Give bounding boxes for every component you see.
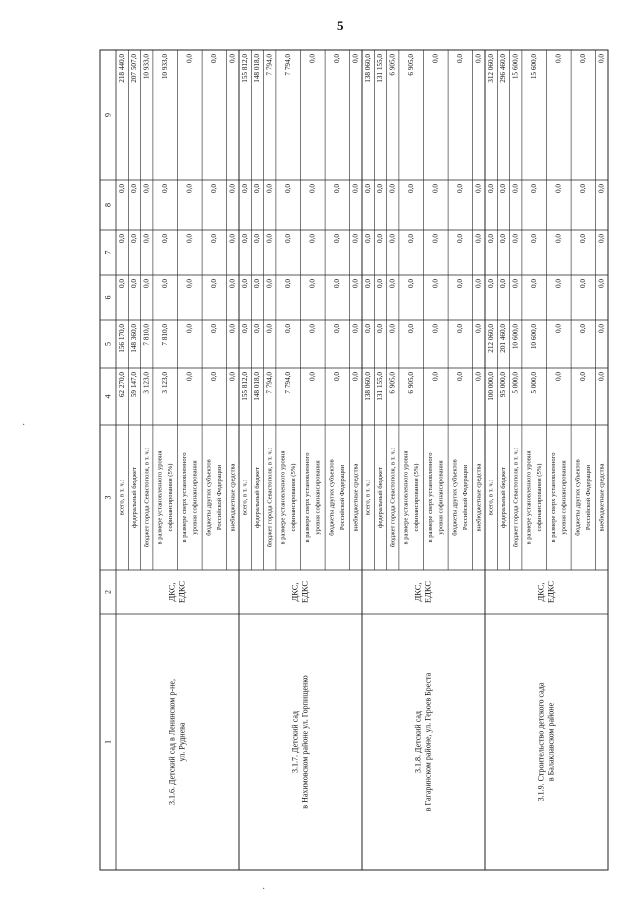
amount-cell: 148 360,0 xyxy=(130,324,139,353)
amount-cell: 0,0 xyxy=(456,324,465,333)
executor-label: ЕДКС xyxy=(299,580,310,604)
amount-cell: 0,0 xyxy=(363,184,372,193)
amount-cell: 0,0 xyxy=(363,324,372,333)
amount-cell: 0,0 xyxy=(486,234,495,243)
block-name-line: ул. Руднева xyxy=(177,722,187,762)
amount-cell: 0,0 xyxy=(376,234,385,243)
amount-cell: 0,0 xyxy=(265,324,274,333)
amount-cell: 0,0 xyxy=(456,54,465,63)
amount-cell: 0,0 xyxy=(597,184,606,193)
amount-cell: 62 270,0 xyxy=(117,372,126,398)
amount-cell: 0,0 xyxy=(228,184,237,193)
amount-cell: 0,0 xyxy=(554,54,563,63)
amount-cell: 15 600,0 xyxy=(511,54,520,80)
amount-cell: 0,0 xyxy=(456,184,465,193)
amount-cell: 5 000,0 xyxy=(529,372,538,394)
amount-cell: 0,0 xyxy=(185,234,194,243)
amount-cell: 0,0 xyxy=(283,234,292,243)
funding-source-label: уровня софинансирования xyxy=(560,460,568,535)
amount-cell: 0,0 xyxy=(431,324,440,333)
amount-cell: 0,0 xyxy=(431,279,440,288)
funding-source-label: Российской Федерации xyxy=(339,464,347,531)
amount-cell: 0,0 xyxy=(228,234,237,243)
amount-cell: 0,0 xyxy=(228,324,237,333)
amount-cell: 0,0 xyxy=(554,184,563,193)
amount-cell: 0,0 xyxy=(511,279,520,288)
amount-cell: 59 147,0 xyxy=(130,372,139,398)
amount-cell: 10 933,0 xyxy=(142,54,151,80)
amount-cell: 0,0 xyxy=(210,54,219,63)
amount-cell: 0,0 xyxy=(431,372,440,381)
funding-source-label: в размере установленного уровня xyxy=(525,450,533,545)
amount-cell: 0,0 xyxy=(474,324,483,333)
rotated-table xyxy=(100,50,608,870)
executor-label: ДКС, xyxy=(289,582,300,602)
funding-source-label: Российской Федерации xyxy=(585,464,593,531)
amount-cell: 0,0 xyxy=(130,234,139,243)
column-header-1: 1 xyxy=(103,740,113,744)
amount-cell: 201 460,0 xyxy=(499,324,508,353)
funding-source-label: всего, в т. ч.: xyxy=(118,479,126,516)
funding-source-label: внебюджетные средства xyxy=(229,463,237,532)
amount-cell: 0,0 xyxy=(210,372,219,381)
amount-cell: 212 060,0 xyxy=(486,324,495,353)
amount-cell: 155 812,0 xyxy=(240,54,249,83)
column-header-6: 6 xyxy=(103,295,113,300)
amount-cell: 10 933,0 xyxy=(160,54,169,80)
amount-cell: 0,0 xyxy=(579,234,588,243)
column-header-3: 3 xyxy=(103,495,113,500)
executor-label: ДКС, xyxy=(535,582,546,602)
amount-cell: 0,0 xyxy=(579,372,588,381)
amount-cell: 0,0 xyxy=(253,279,262,288)
block-name-line: в Балаклавском районе xyxy=(546,702,556,782)
column-header-8: 8 xyxy=(103,203,113,207)
scan-speck: · xyxy=(22,420,26,431)
amount-cell: 0,0 xyxy=(333,184,342,193)
amount-cell: 0,0 xyxy=(160,279,169,288)
block-name-line: в Гагаринском районе, ул. Героев Бреста xyxy=(423,672,433,812)
amount-cell: 6 905,0 xyxy=(406,54,415,76)
funding-source-label: всего, в т. ч.: xyxy=(364,479,372,516)
amount-cell: 0,0 xyxy=(228,279,237,288)
amount-cell: 0,0 xyxy=(228,372,237,381)
amount-cell: 0,0 xyxy=(308,324,317,333)
amount-cell: 0,0 xyxy=(406,279,415,288)
funding-source-label: федеральный бюджет xyxy=(253,467,261,528)
funding-source-label: бюджеты других субъектов xyxy=(574,459,582,536)
funding-source-label: в размере сверх установленного xyxy=(304,452,312,543)
amount-cell: 0,0 xyxy=(283,279,292,288)
block-name-line: 3.1.7. Детский сад xyxy=(290,711,300,773)
funding-source-label: в размере установленного уровня xyxy=(279,450,287,545)
amount-cell: 0,0 xyxy=(240,279,249,288)
amount-cell: 0,0 xyxy=(253,184,262,193)
funding-source-label: бюджет города Севастополя, в т. ч.: xyxy=(389,447,397,548)
amount-cell: 131 155,0 xyxy=(376,372,385,401)
scan-speck: · xyxy=(262,884,266,895)
amount-cell: 0,0 xyxy=(579,324,588,333)
funding-source-label: бюджет города Севастополя, в т. ч.: xyxy=(512,447,520,548)
amount-cell: 10 600,0 xyxy=(529,324,538,350)
amount-cell: 0,0 xyxy=(130,184,139,193)
amount-cell: 0,0 xyxy=(554,279,563,288)
funding-source-label: бюджеты других субъектов xyxy=(328,459,336,536)
amount-cell: 7 794,0 xyxy=(283,54,292,76)
amount-cell: 0,0 xyxy=(554,324,563,333)
funding-source-label: в размере установленного уровня xyxy=(156,450,164,545)
amount-cell: 7 794,0 xyxy=(283,372,292,394)
amount-cell: 0,0 xyxy=(499,184,508,193)
amount-cell: 7 810,0 xyxy=(142,324,151,346)
amount-cell: 0,0 xyxy=(474,372,483,381)
column-header-5: 5 xyxy=(103,342,113,346)
executor-label: ДКС, xyxy=(166,582,177,602)
executor-label: ЕДКС xyxy=(176,580,187,604)
amount-cell: 0,0 xyxy=(511,184,520,193)
amount-cell: 0,0 xyxy=(185,279,194,288)
amount-cell: 0,0 xyxy=(308,234,317,243)
amount-cell: 0,0 xyxy=(333,324,342,333)
block-name-line: 3.1.8. Детский сад xyxy=(413,711,423,773)
amount-cell: 0,0 xyxy=(406,324,415,333)
amount-cell: 3 123,0 xyxy=(160,372,169,394)
amount-cell: 0,0 xyxy=(333,54,342,63)
amount-cell: 148 018,0 xyxy=(253,372,262,401)
amount-cell: 0,0 xyxy=(333,279,342,288)
amount-cell: 0,0 xyxy=(597,324,606,333)
amount-cell: 0,0 xyxy=(117,279,126,288)
funding-source-label: софинансирования (5%) xyxy=(289,463,297,532)
page-number: 5 xyxy=(337,18,344,33)
amount-cell: 0,0 xyxy=(228,54,237,63)
amount-cell: 0,0 xyxy=(210,324,219,333)
funding-source-label: бюджет города Севастополя, в т. ч.: xyxy=(266,447,274,548)
amount-cell: 296 460,0 xyxy=(499,54,508,83)
amount-cell: 10 600,0 xyxy=(511,324,520,350)
column-header-4: 4 xyxy=(103,394,113,399)
amount-cell: 148 018,0 xyxy=(253,54,262,83)
funding-source-label: всего, в т. ч.: xyxy=(487,479,495,516)
amount-cell: 0,0 xyxy=(554,372,563,381)
amount-cell: 0,0 xyxy=(240,324,249,333)
amount-cell: 0,0 xyxy=(406,184,415,193)
funding-source-label: бюджеты других субъектов xyxy=(205,459,213,536)
amount-cell: 0,0 xyxy=(529,279,538,288)
amount-cell: 0,0 xyxy=(351,279,360,288)
amount-cell: 0,0 xyxy=(511,234,520,243)
amount-cell: 0,0 xyxy=(456,279,465,288)
funding-source-label: софинансирования (5%) xyxy=(535,463,543,532)
amount-cell: 0,0 xyxy=(160,184,169,193)
amount-cell: 6 905,0 xyxy=(388,54,397,76)
amount-cell: 0,0 xyxy=(431,184,440,193)
amount-cell: 0,0 xyxy=(388,234,397,243)
amount-cell: 0,0 xyxy=(529,184,538,193)
funding-source-label: федеральный бюджет xyxy=(376,467,384,528)
amount-cell: 0,0 xyxy=(376,279,385,288)
column-header-2: 2 xyxy=(103,590,113,594)
amount-cell: 6 905,0 xyxy=(406,372,415,394)
amount-cell: 0,0 xyxy=(363,279,372,288)
amount-cell: 131 155,0 xyxy=(376,54,385,83)
funding-source-label: в размере сверх установленного xyxy=(181,452,189,543)
column-header-7: 7 xyxy=(103,250,113,255)
amount-cell: 0,0 xyxy=(253,234,262,243)
amount-cell: 0,0 xyxy=(579,279,588,288)
amount-cell: 0,0 xyxy=(529,234,538,243)
block-name-line: 3.1.6. Детский сад в Ленинском р-не, xyxy=(167,679,177,805)
amount-cell: 218 440,0 xyxy=(117,54,126,83)
amount-cell: 0,0 xyxy=(185,184,194,193)
amount-cell: 0,0 xyxy=(240,184,249,193)
funding-source-label: софинансирования (5%) xyxy=(412,463,420,532)
amount-cell: 0,0 xyxy=(388,184,397,193)
amount-cell: 0,0 xyxy=(376,184,385,193)
amount-cell: 0,0 xyxy=(185,324,194,333)
amount-cell: 0,0 xyxy=(486,184,495,193)
amount-cell: 0,0 xyxy=(142,184,151,193)
amount-cell: 0,0 xyxy=(253,324,262,333)
funding-source-label: бюджет города Севастополя, в т. ч.: xyxy=(143,447,151,548)
funding-source-label: софинансирования (5%) xyxy=(166,463,174,532)
executor-label: ЕДКС xyxy=(422,580,433,604)
amount-cell: 0,0 xyxy=(456,234,465,243)
amount-cell: 0,0 xyxy=(499,234,508,243)
funding-source-label: внебюджетные средства xyxy=(475,463,483,532)
amount-cell: 0,0 xyxy=(579,54,588,63)
funding-source-label: в размере установленного уровня xyxy=(402,450,410,545)
amount-cell: 6 905,0 xyxy=(388,372,397,394)
funding-source-label: уровня софинансирования xyxy=(314,460,322,535)
amount-cell: 95 000,0 xyxy=(499,372,508,398)
amount-cell: 0,0 xyxy=(376,324,385,333)
block-name-line: в Нахимовском районе ул. Горпищенко xyxy=(300,675,310,809)
amount-cell: 0,0 xyxy=(308,372,317,381)
amount-cell: 0,0 xyxy=(308,184,317,193)
block-name-line: 3.1.9. Строительство детского сада xyxy=(536,682,546,802)
amount-cell: 0,0 xyxy=(579,184,588,193)
amount-cell: 0,0 xyxy=(351,184,360,193)
amount-cell: 0,0 xyxy=(117,184,126,193)
amount-cell: 15 600,0 xyxy=(529,54,538,80)
funding-source-label: в размере сверх установленного xyxy=(427,452,435,543)
amount-cell: 0,0 xyxy=(597,234,606,243)
funding-source-label: федеральный бюджет xyxy=(130,467,138,528)
amount-cell: 0,0 xyxy=(431,234,440,243)
amount-cell: 7 794,0 xyxy=(265,54,274,76)
amount-cell: 0,0 xyxy=(554,234,563,243)
amount-cell: 0,0 xyxy=(142,234,151,243)
amount-cell: 0,0 xyxy=(363,234,372,243)
amount-cell: 0,0 xyxy=(210,279,219,288)
amount-cell: 312 060,0 xyxy=(486,54,495,83)
funding-source-label: уровня софинансирования xyxy=(437,460,445,535)
amount-cell: 0,0 xyxy=(283,184,292,193)
amount-cell: 0,0 xyxy=(486,279,495,288)
amount-cell: 0,0 xyxy=(597,54,606,63)
amount-cell: 0,0 xyxy=(351,372,360,381)
amount-cell: 0,0 xyxy=(333,372,342,381)
amount-cell: 0,0 xyxy=(160,234,169,243)
amount-cell: 0,0 xyxy=(406,234,415,243)
amount-cell: 0,0 xyxy=(474,184,483,193)
funding-source-label: Российской Федерации xyxy=(462,464,470,531)
amount-cell: 0,0 xyxy=(265,279,274,288)
amount-cell: 0,0 xyxy=(265,184,274,193)
amount-cell: 0,0 xyxy=(431,54,440,63)
executor-label: ДКС, xyxy=(412,582,423,602)
amount-cell: 138 060,0 xyxy=(363,372,372,401)
funding-source-label: в размере сверх установленного xyxy=(550,452,558,543)
amount-cell: 0,0 xyxy=(388,324,397,333)
amount-cell: 0,0 xyxy=(185,372,194,381)
executor-label: ЕДКС xyxy=(545,580,556,604)
amount-cell: 0,0 xyxy=(388,279,397,288)
amount-cell: 7 810,0 xyxy=(160,324,169,346)
funding-source-label: внебюджетные средства xyxy=(352,463,360,532)
amount-cell: 0,0 xyxy=(308,279,317,288)
funding-source-label: бюджеты других субъектов xyxy=(451,459,459,536)
amount-cell: 0,0 xyxy=(210,184,219,193)
amount-cell: 0,0 xyxy=(474,234,483,243)
funding-source-label: уровня софинансирования xyxy=(191,460,199,535)
amount-cell: 156 170,0 xyxy=(117,324,126,353)
funding-source-label: внебюджетные средства xyxy=(598,463,606,532)
amount-cell: 0,0 xyxy=(474,54,483,63)
amount-cell: 0,0 xyxy=(210,234,219,243)
amount-cell: 0,0 xyxy=(499,279,508,288)
amount-cell: 0,0 xyxy=(333,234,342,243)
amount-cell: 0,0 xyxy=(456,372,465,381)
amount-cell: 0,0 xyxy=(142,279,151,288)
amount-cell: 7 794,0 xyxy=(265,372,274,394)
amount-cell: 0,0 xyxy=(597,372,606,381)
amount-cell: 0,0 xyxy=(117,234,126,243)
amount-cell: 0,0 xyxy=(240,234,249,243)
funding-source-label: всего, в т. ч.: xyxy=(241,479,249,516)
amount-cell: 5 000,0 xyxy=(511,372,520,394)
amount-cell: 0,0 xyxy=(265,234,274,243)
funding-source-label: Российской Федерации xyxy=(216,464,224,531)
amount-cell: 0,0 xyxy=(597,279,606,288)
amount-cell: 100 000,0 xyxy=(486,372,495,401)
funding-source-label: федеральный бюджет xyxy=(499,467,507,528)
amount-cell: 0,0 xyxy=(351,324,360,333)
amount-cell: 0,0 xyxy=(185,54,194,63)
amount-cell: 0,0 xyxy=(351,54,360,63)
amount-cell: 138 060,0 xyxy=(363,54,372,83)
amount-cell: 0,0 xyxy=(308,54,317,63)
amount-cell: 207 507,0 xyxy=(130,54,139,83)
amount-cell: 0,0 xyxy=(351,234,360,243)
amount-cell: 3 123,0 xyxy=(142,372,151,394)
amount-cell: 155 812,0 xyxy=(240,372,249,401)
column-header-9: 9 xyxy=(103,113,113,117)
amount-cell: 0,0 xyxy=(474,279,483,288)
amount-cell: 0,0 xyxy=(130,279,139,288)
amount-cell: 0,0 xyxy=(283,324,292,333)
